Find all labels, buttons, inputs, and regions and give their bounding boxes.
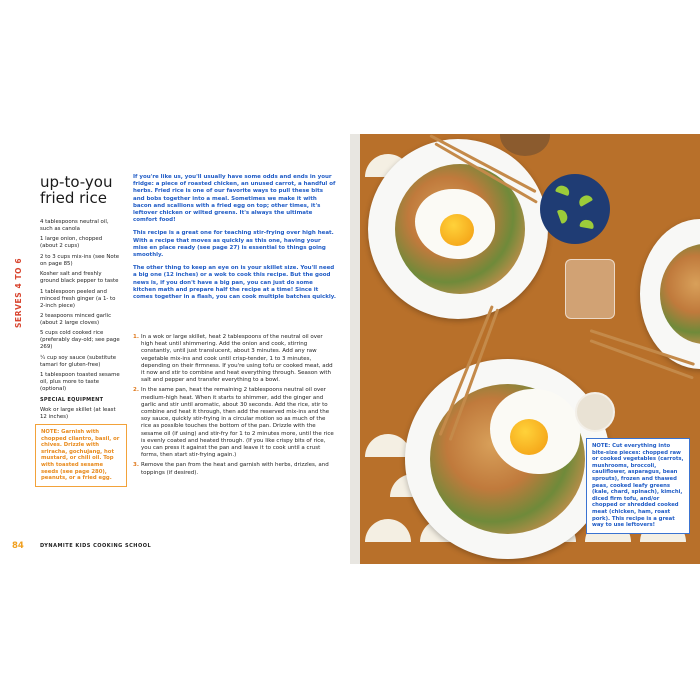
left-page	[0, 134, 350, 564]
ingredient-list	[40, 219, 120, 421]
running-head: DYNAMITE KIDS COOKING SCHOOL	[40, 543, 152, 549]
step-item	[133, 462, 336, 476]
step-text: Remove the pan from the heat and garnish with herbs, drizzles, and toppings (if desired).	[141, 462, 329, 476]
step-text: In the same pan, heat the remaining 2 tablespoons neutral oil over medium-high heat. When it starts to shimmer, add the ginger and garlic and stir until aromatic, about 30 seconds. Add the rice, stir to combine and heat it through, then add the reserved mix-ins and the soy sauce, quickly stir-frying in a circular motion so as much of the rice as possible touches the bottom of the pan. Drizzle with the sesame oil (if using) and stir-fry for 1 to 2 minutes more, until the rice is evenly coated and heated through. (If you like crispy bits of rice, you can press it against the pan and leave it to cook until a crust forms, then start stir-frying again.)	[141, 387, 334, 459]
water-glass	[565, 259, 615, 319]
egg-yolk-bottom	[510, 419, 548, 455]
step-item	[133, 334, 336, 384]
intro-paragraph: The other thing to keep an eye on is your skillet size. You'll need a big one (12 inches) or a wok to cook this recipe. But the good news is, if you don't have a big pan, you can just do some kitchen math and prepare half the recipe at a time! Since it comes together in a flash, you can cook multiple batches quickly.	[133, 265, 336, 301]
ingredient-item: ¼ cup soy sauce (substitute tamari for gluten-free)	[40, 354, 117, 368]
step-number: 3.	[133, 462, 139, 469]
ingredient-item: 5 cups cold cooked rice (preferably day-old; see page 269)	[40, 330, 120, 351]
equipment-text: Wok or large skillet (at least 12 inches)	[40, 407, 116, 421]
recipe-title: up-to-you fried rice	[40, 173, 113, 207]
ingredient-item: 2 teaspoons minced garlic (about 2 large cloves)	[40, 312, 112, 326]
lime-bowl	[540, 174, 610, 244]
cloth-pattern	[365, 434, 411, 457]
ingredient-item: Kosher salt and freshly ground black pepper to taste	[40, 271, 119, 285]
ingredient-item: 1 tablespoon toasted sesame oil, plus more to taste (optional)	[40, 372, 120, 393]
intro-text	[133, 174, 336, 307]
step-text: In a wok or large skillet, heat 2 tablespoons of the neutral oil over high heat until shimmering. Add the onion and cook, stirring constantly, until just translucent, about 3 minutes. Add any raw vegetable mix-ins and cook until crisp-tender, 1 to 3 minutes, depending on their firmness. If you're using tofu or cooked meat, add it now and stir to combine and heat everything through. Season with salt and pepper and transfer everything to a bowl.	[141, 334, 333, 384]
page-number: 84	[12, 541, 24, 551]
garnish-note: NOTE: Garnish with chopped cilantro, basil, or chives. Drizzle with sriracha, gochujang, hot mustard, or chili oil. Top with toasted sesame seeds (see page 280), peanuts, or a fried egg.	[35, 424, 127, 487]
equipment-heading: SPECIAL EQUIPMENT	[40, 397, 104, 404]
mixins-note: NOTE: Cut everything into bite-size pieces: chopped raw or cooked vegetables (carrots, mushrooms, broccoli, cauliflower, asparagus, bean sprouts), frozen and thawed peas, cooked leafy greens (kale, chard, spinach), kimchi, diced firm tofu, and/or chopped or shredded cooked meat (chicken, ham, roast pork). This recipe is a great way to use leftovers!	[586, 438, 690, 534]
serves-label-wrap	[14, 258, 26, 328]
intro-paragraph: If you're like us, you'll usually have some odds and ends in your fridge: a piece of roasted chicken, an unused carrot, a handful of herbs. Fried rice is one of our favorite ways to pull these bits and bobs together into a meal. Sometimes we make it with bacon and scallions with a fried egg on top; other times, it's leftover chicken or wilted greens. It's always the ultimate comfort food!	[133, 174, 336, 224]
serves-label: SERVES 4 TO 6	[14, 257, 23, 328]
step-number: 1.	[133, 334, 139, 340]
method-steps	[133, 334, 336, 480]
salt-dish	[575, 392, 615, 432]
intro-paragraph: This recipe is a great one for teaching stir-frying over high heat. With a recipe that moves as quickly as this one, having your mise en place ready (see page 27) is essential to things going smoothly.	[133, 230, 334, 259]
cloth-pattern	[365, 519, 411, 542]
ingredient-item: 2 to 3 cups mix-ins (see Note on page 85)	[40, 253, 120, 267]
ingredient-item: 1 tablespoon peeled and minced fresh ginger (a 1- to 2-inch piece)	[40, 288, 116, 309]
ingredient-item: 1 large onion, chopped (about 2 cups)	[40, 236, 103, 250]
egg-yolk-top	[440, 214, 474, 246]
step-item	[133, 387, 336, 459]
ingredient-item: 4 tablespoons neutral oil, such as canola	[40, 219, 109, 232]
step-number: 2.	[133, 387, 139, 394]
